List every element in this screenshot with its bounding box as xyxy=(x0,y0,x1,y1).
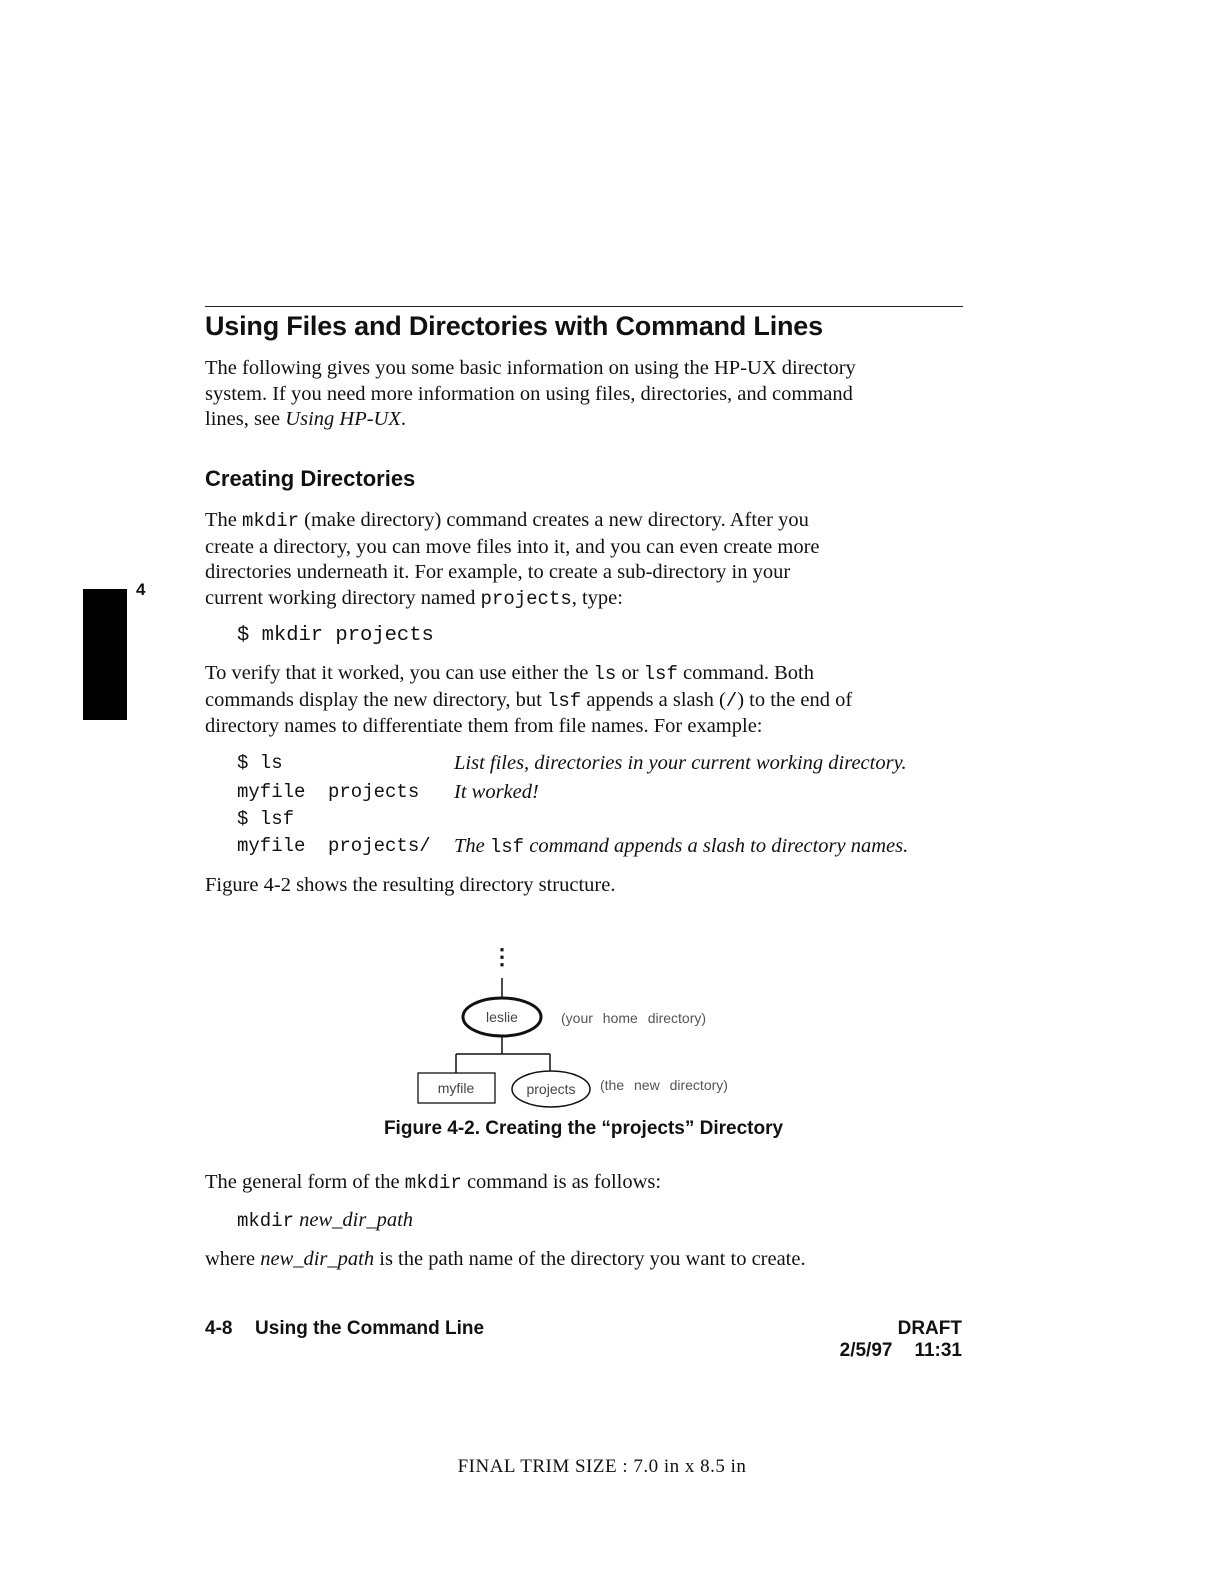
verify-paragraph xyxy=(205,661,965,740)
para-line xyxy=(205,1247,965,1273)
para-line: Figure 4-2 shows the resulting directory structure. xyxy=(205,874,616,896)
example-note: List files, directories in your current working directory. xyxy=(454,752,907,774)
example-output: myfile xyxy=(237,781,306,803)
para-text: is the path name of the directory you want to create. xyxy=(374,1248,806,1270)
new-directory-label: projects xyxy=(526,1081,576,1097)
chapter-tab-marker xyxy=(83,589,127,720)
para-text: command. Both xyxy=(677,662,814,684)
argument-reference: new_dir_path xyxy=(260,1248,375,1270)
para-line xyxy=(205,1170,965,1197)
inline-code: mkdir xyxy=(242,510,300,532)
footer-draft-stamp xyxy=(840,1318,962,1362)
ellipsis-dots-icon: ⋮ xyxy=(491,944,513,969)
para-text: To verify that it worked, you can use either the xyxy=(205,662,594,684)
example-output: projects xyxy=(328,781,420,803)
syntax-line xyxy=(237,1209,413,1232)
note-text: command appends a slash to directory names. xyxy=(524,835,909,857)
file-node-label: myfile xyxy=(437,1080,475,1096)
example-note xyxy=(454,835,908,858)
syntax-argument: new_dir_path xyxy=(299,1209,414,1231)
page-number: 4-8 xyxy=(205,1318,233,1339)
para-line xyxy=(205,586,965,613)
para-text: commands display the new directory, but xyxy=(205,688,547,711)
directory-tree-diagram xyxy=(400,940,820,1115)
inline-code: lsf xyxy=(489,836,525,858)
draft-time: 11:31 xyxy=(914,1340,962,1361)
para-line xyxy=(205,508,965,535)
para-text: where xyxy=(205,1248,261,1270)
figure-caption: Figure 4-2. Creating the “projects” Directory xyxy=(383,1118,784,1139)
inline-code: lsf xyxy=(643,663,678,685)
draft-date: 2/5/97 xyxy=(839,1340,893,1361)
where-paragraph xyxy=(205,1247,965,1273)
para-line xyxy=(205,661,965,688)
para-line: create a directory, you can move files into it, and you can even create more xyxy=(205,535,820,558)
para-text: , type: xyxy=(571,586,623,609)
inline-code: mkdir xyxy=(404,1172,462,1194)
inline-code: ls xyxy=(593,663,617,685)
para-text: The xyxy=(205,509,242,531)
inline-code: projects xyxy=(480,587,572,610)
intro-text: . xyxy=(400,408,406,430)
trim-size-note: FINAL TRIM SIZE : 7.0 in x 8.5 in xyxy=(457,1456,747,1477)
intro-line xyxy=(205,407,965,433)
command-example: $ mkdir projects xyxy=(237,624,434,647)
figure-reference xyxy=(205,873,965,899)
directory-tree-figure xyxy=(400,940,820,1115)
example-command: $ lsf xyxy=(237,808,295,830)
intro-text: lines, see xyxy=(205,408,286,430)
para-text: The general form of the xyxy=(205,1171,405,1193)
page-title: Using Files and Directories with Command Lines xyxy=(205,311,823,341)
example-note: It worked! xyxy=(454,781,539,803)
example-command: $ ls xyxy=(237,752,283,774)
mkdir-paragraph xyxy=(205,508,965,612)
para-line: directories underneath it. For example, to create a sub-directory in your xyxy=(205,561,791,583)
note-text: The xyxy=(454,835,490,857)
example-output: myfile xyxy=(237,835,306,857)
intro-line: system. If you need more information on using files, directories, and command xyxy=(205,382,853,405)
chapter-tab-number: 4 xyxy=(136,580,146,599)
section-heading: Creating Directories xyxy=(205,466,416,491)
syntax-command: mkdir xyxy=(237,1210,295,1232)
heading-rule xyxy=(205,306,963,307)
para-text: current working directory named xyxy=(205,586,481,609)
book-title-reference: Using HP-UX xyxy=(285,408,401,430)
inline-code: lsf xyxy=(546,689,582,712)
general-form-paragraph xyxy=(205,1170,965,1197)
para-text: or xyxy=(616,662,644,684)
draft-timestamp xyxy=(840,1340,962,1362)
new-directory-note: (the new directory) xyxy=(600,1077,728,1093)
chapter-title: Using the Command Line xyxy=(255,1318,485,1339)
para-line xyxy=(205,688,965,715)
intro-line: The following gives you some basic information on using the HP-UX directory xyxy=(205,357,856,379)
home-directory-note: (your home directory) xyxy=(561,1010,707,1026)
inline-code: / xyxy=(725,689,738,712)
para-text: appends a slash ( xyxy=(581,688,726,711)
para-text: command is as follows: xyxy=(461,1171,662,1193)
draft-label: DRAFT xyxy=(897,1318,962,1339)
intro-paragraph xyxy=(205,356,965,433)
para-line: directory names to differentiate them from file names. For example: xyxy=(205,715,763,737)
home-directory-label: leslie xyxy=(486,1009,518,1025)
example-output: projects/ xyxy=(328,835,431,857)
para-text: ) to the end of xyxy=(737,688,853,711)
footer-page-label xyxy=(205,1318,484,1340)
para-text: (make directory) command creates a new directory. After you xyxy=(299,509,809,531)
